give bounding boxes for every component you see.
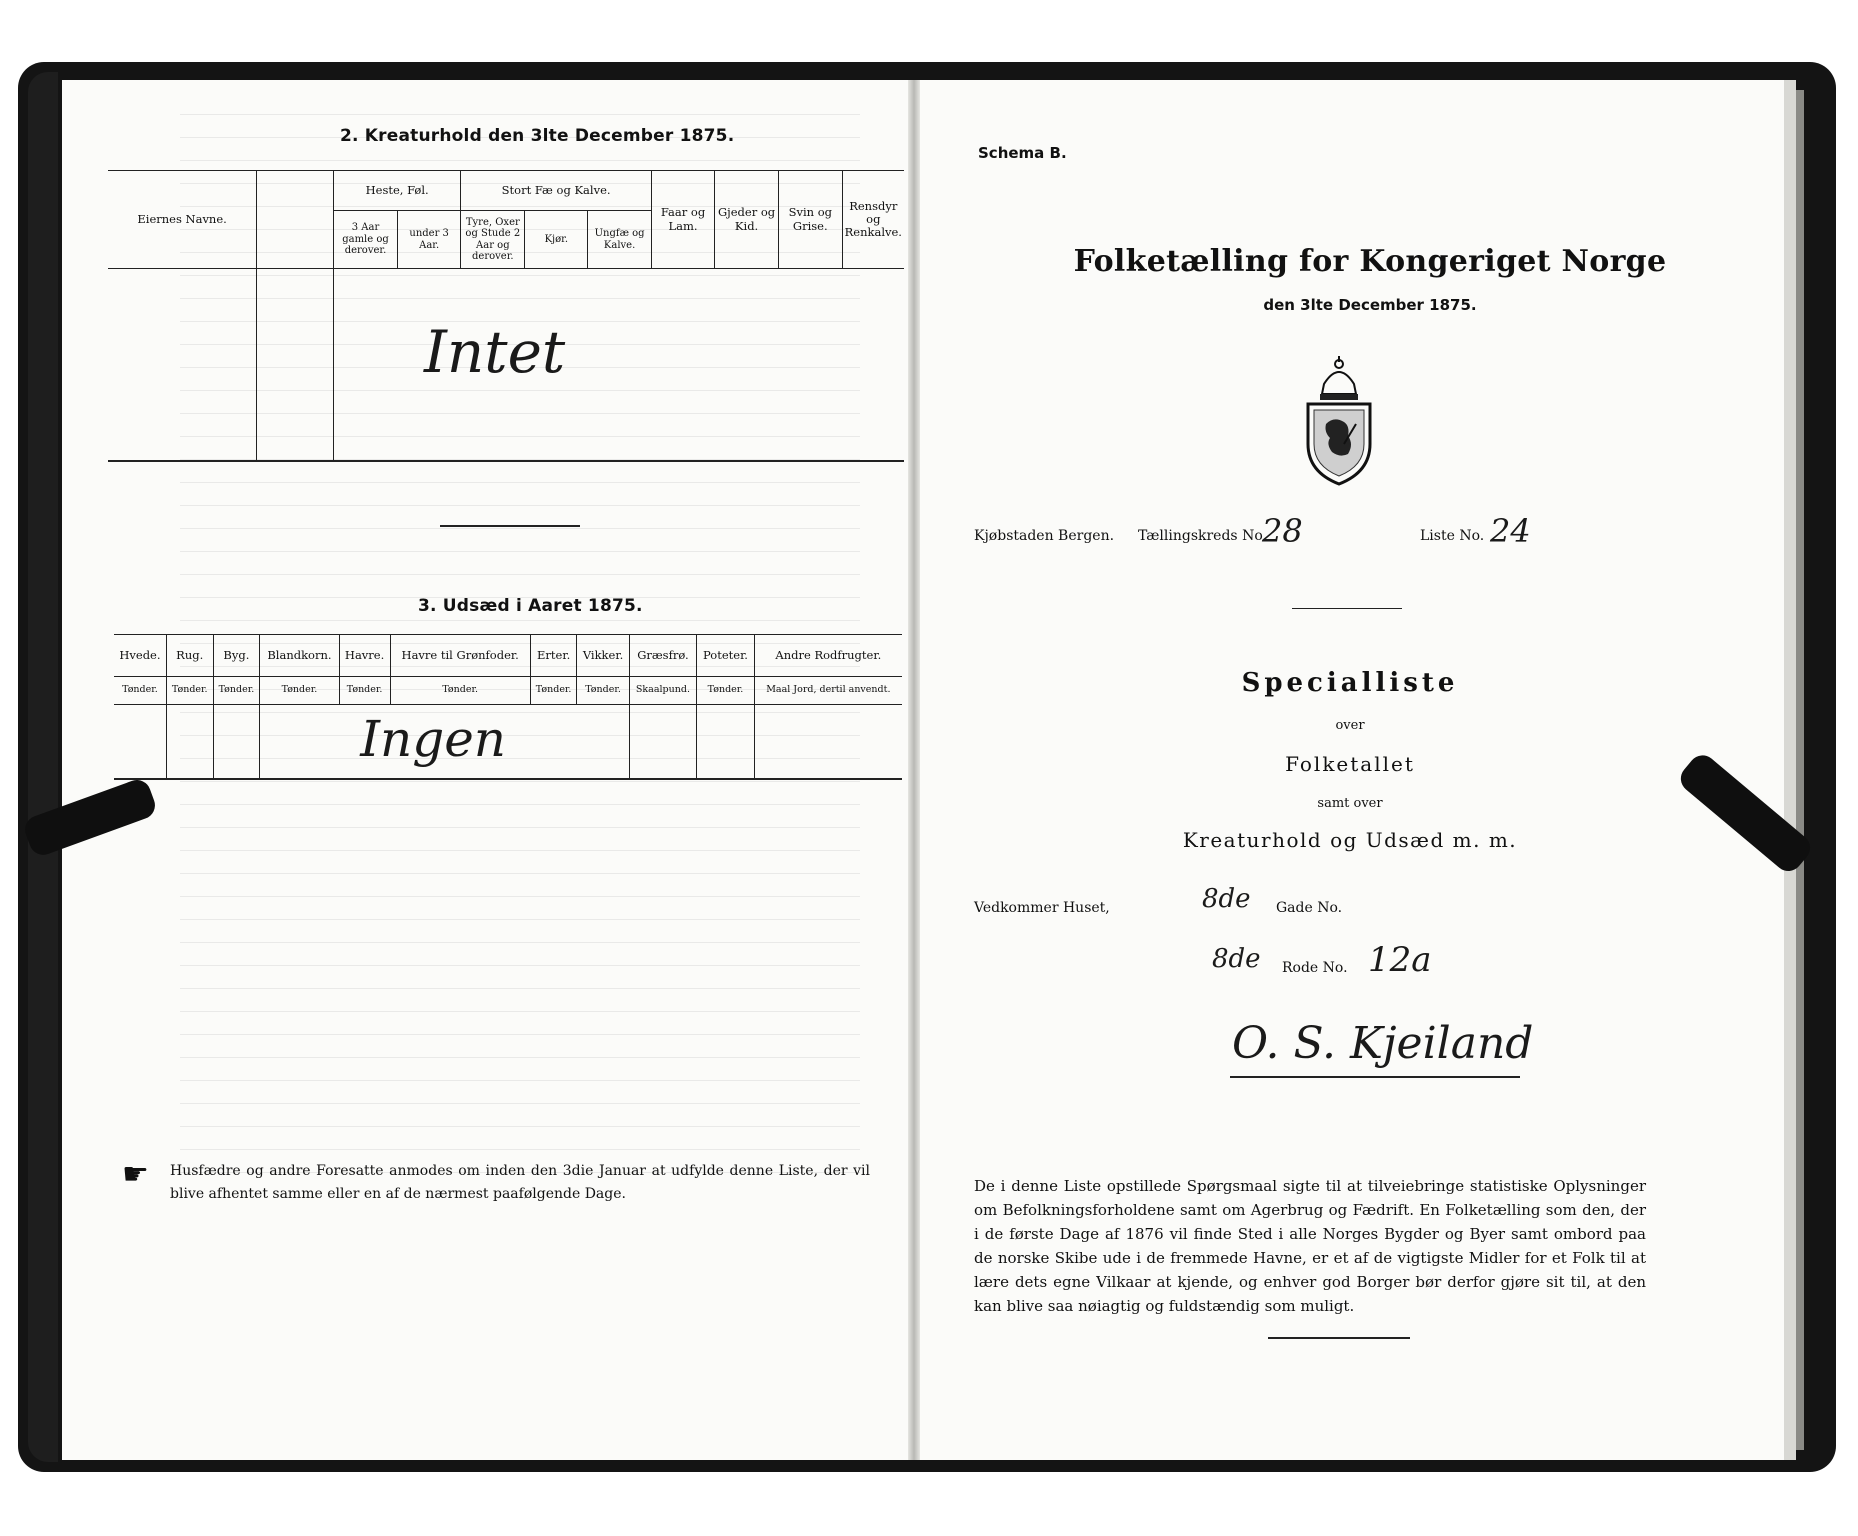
seed-table [114, 634, 902, 780]
house-number-value: 12a [1368, 940, 1432, 980]
section3-title: 3. Udsæd i Aaret 1875. [418, 596, 643, 616]
section2-title: 2. Kreaturhold den 3lte December 1875. [340, 126, 735, 146]
seed-unit-3: Tønder. [260, 677, 339, 705]
cattle-sub-header-2: Kjør. [525, 211, 588, 269]
over-text-1: over [1335, 718, 1365, 733]
footnote-text: Husfædre og andre Foresatte anmodes om inden den 3die Januar at udfylde denne Liste, der vil blive afhentet samme eller en af de nærmest paafølgende Dage. [170, 1163, 870, 1202]
seed-header-9: Poteter. [697, 635, 754, 677]
seed-header-5: Havre til Grønfoder. [390, 635, 530, 677]
list-label: Liste No. [1420, 528, 1485, 544]
seed-entries [260, 705, 629, 779]
pig-header: Svin og Grise. [779, 171, 843, 269]
kreaturhold-text: Kreaturhold og Udsæd m. m. [1182, 828, 1518, 852]
seed-unit-0: Tønder. [114, 677, 166, 705]
owner-header: Eiernes Navne. [108, 171, 257, 269]
vedkommer-label: Vedkommer Huset, [974, 900, 1110, 916]
sheep-header: Faar og Lam. [651, 171, 714, 269]
seed-header-3: Blandkorn. [260, 635, 339, 677]
seed-unit-10: Maal Jord, dertil anvendt. [754, 677, 902, 705]
seed-cell [166, 705, 213, 779]
horse-group-header: Heste, Føl. [334, 171, 461, 211]
district-label: Tællingskreds No. [1138, 528, 1267, 544]
signature: O. S. Kjeiland [1232, 1018, 1534, 1069]
goat-header: Gjeder og Kid. [715, 171, 779, 269]
district-value: 28 [1262, 512, 1303, 550]
seed-header-0: Hvede. [114, 635, 166, 677]
seed-unit-6: Tønder. [530, 677, 577, 705]
horse-sub-header-1: 3 Aar gamle og derover. [334, 211, 398, 269]
blank-cell [257, 269, 334, 461]
book-gutter [908, 80, 920, 1460]
specialliste-title: Specialliste [1241, 668, 1459, 698]
seed-cell [114, 705, 166, 779]
pointing-hand-icon: ☛ [122, 1157, 149, 1192]
explanation-text: De i denne Liste opstillede Spørgsmaal sigte til at tilveiebringe statistiske Oplysninger om Befolkningsforholdene samt om Agerbrug og Fædrift. En Folketælling som den, der i de første Dage af 1876 vil finde Sted i alle Norges Bygder og Byer samt ombord paa de norske Skibe ude i de fremmede Havne, er et af de vigtigste Midler for et Folk til at lære dets egne Vilkaar at kjende, og enhver god Borger bør derfor gjøre sit til, at den kan blive saa nøiagtig og fuldstændig som muligt. [974, 1177, 1646, 1315]
horse-sub-header-2: under 3 Aar. [397, 211, 460, 269]
seed-cell [697, 705, 754, 779]
schema-label: Schema B. [978, 144, 1067, 162]
cattle-sub-header-1: Tyre, Oxer og Stude 2 Aar og derover. [461, 211, 525, 269]
page-stack-edge [1784, 80, 1796, 1460]
census-date: den 3lte December 1875. [1263, 296, 1477, 314]
list-value: 24 [1490, 512, 1531, 550]
folketallet-text: Folketallet [1285, 752, 1415, 776]
seed-unit-4: Tønder. [339, 677, 390, 705]
seed-cell [754, 705, 902, 779]
section-divider [440, 525, 580, 527]
coat-of-arms-icon [1296, 354, 1382, 488]
seed-header-1: Rug. [166, 635, 213, 677]
owner-cell [108, 269, 257, 461]
end-rule [1268, 1337, 1410, 1339]
seed-header-7: Vikker. [577, 635, 629, 677]
livestock-handwritten-intet: Intet [424, 318, 566, 386]
book-spine-edge [28, 72, 58, 1462]
census-title: Folketælling for Kongeriget Norge [1073, 244, 1667, 279]
rode-value: 8de [1212, 944, 1261, 974]
gade-label: Gade No. [1276, 900, 1343, 916]
cattle-group-header: Stort Fæ og Kalve. [461, 171, 652, 211]
seed-cell [629, 705, 697, 779]
seed-unit-2: Tønder. [213, 677, 260, 705]
seed-cell [213, 705, 260, 779]
seed-header-4: Havre. [339, 635, 390, 677]
seed-handwritten-ingen: Ingen [360, 710, 506, 768]
cattle-sub-header-3: Ungfæ og Kalve. [588, 211, 652, 269]
seed-header-2: Byg. [213, 635, 260, 677]
gade-value: 8de [1202, 884, 1251, 914]
reindeer-header: Rensdyr og Renkalve. [842, 171, 904, 269]
divider [1292, 608, 1402, 609]
livestock-table [108, 170, 904, 462]
rode-label: Rode No. [1282, 960, 1348, 976]
seed-unit-9: Tønder. [697, 677, 754, 705]
seed-unit-8: Skaalpund. [629, 677, 697, 705]
seed-unit-1: Tønder. [166, 677, 213, 705]
blank-header [257, 171, 334, 269]
seed-header-10: Andre Rodfrugter. [754, 635, 902, 677]
samt-over-text: samt over [1317, 796, 1383, 811]
city-label: Kjøbstaden Bergen. [974, 528, 1115, 544]
seed-header-6: Erter. [530, 635, 577, 677]
livestock-entries [334, 269, 905, 461]
seed-unit-7: Tønder. [577, 677, 629, 705]
seed-header-8: Græsfrø. [629, 635, 697, 677]
signature-line [1230, 1076, 1520, 1078]
page-stack-shadow [1796, 90, 1804, 1450]
seed-unit-5: Tønder. [390, 677, 530, 705]
